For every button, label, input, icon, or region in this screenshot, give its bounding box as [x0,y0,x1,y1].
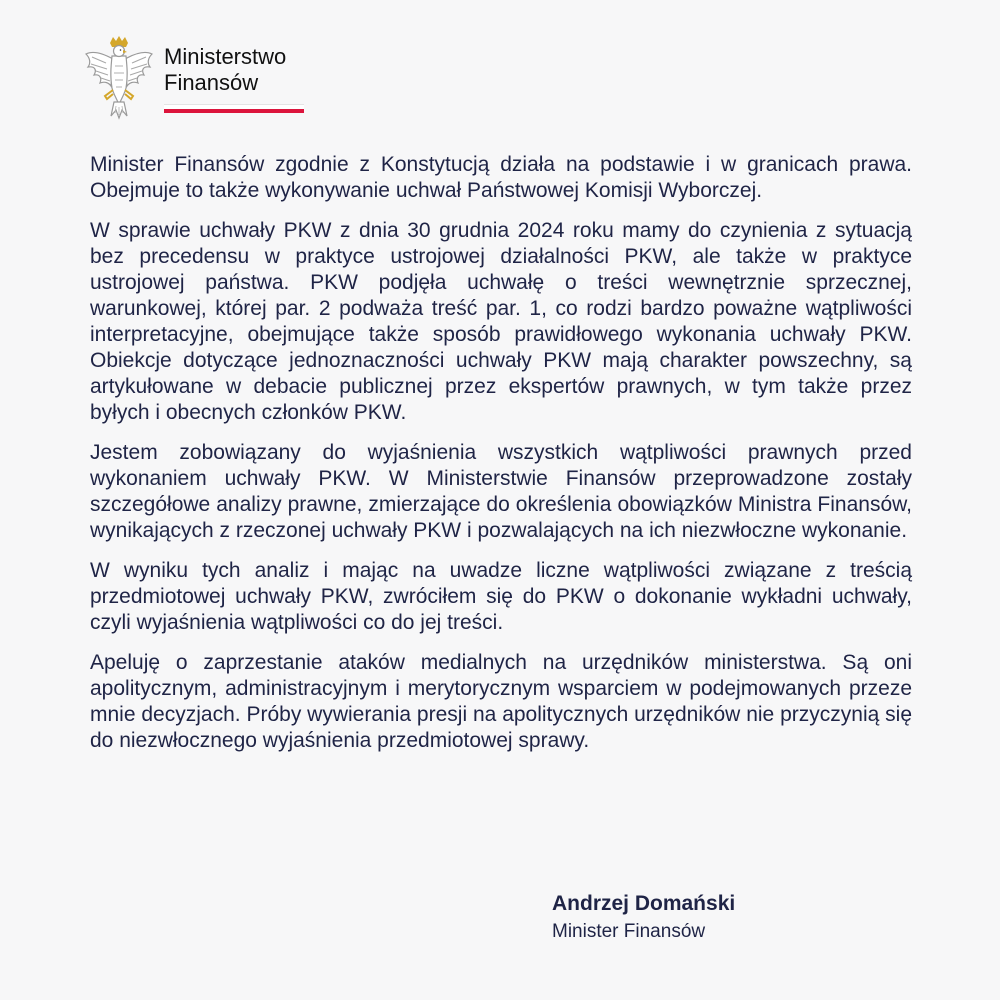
statement-body [90,152,912,768]
signature-block [552,890,735,946]
paragraph: W sprawie uchwały PKW z dnia 30 grudnia 2024 roku mamy do czynienia z sytuacją bez precedensu w praktyce ustrojowej działalności PKW, ale także w praktyce ustrojowej państwa. PKW podjęła uchwałę o treści wewnętrznie sprzecznej, warunkowej, której par. 2 podważa treść par. 1, co rodzi bardzo poważne wątpliwości interpretacyjne, obejmujące także sposób prawidłowego wykonania uchwały PKW. Obiekcje dotyczące jednoznaczności uchwały PKW mają charakter powszechny, są artykułowane w debacie publicznej przez ekspertów prawnych, w tym także przez byłych i obecnych członków PKW. [90,219,912,424]
ministry-name: Ministerstwo Finansów [164,44,287,95]
signatory-role: Minister Finansów [552,921,706,942]
polish-flag-bar [164,104,304,113]
signatory-name: Andrzej Domański [552,892,736,915]
paragraph: Apeluję o zaprzestanie ataków medialnych na urzędników ministerstwa. Są oni apolitycznym, administracyjnym i merytorycznym wsparciem w podejmowanych przeze mnie decyzjach. Próby wywierania presji na apolitycznych urzędników nie przyczynią się do niezwłocznego wyjaśnienia przedmiotowej sprawy. [90,651,912,752]
flag-red-stripe [164,109,304,113]
ministry-header [82,36,312,122]
paragraph: Jestem zobowiązany do wyjaśnienia wszystkich wątpliwości prawnych przed wykonaniem uchwały PKW. W Ministerstwie Finansów przeprowadzone zostały szczegółowe analizy prawne, zmierzające do określenia obowiązków Ministra Finansów, wynikających z rzeczonej uchwały PKW i pozwalających na ich niezwłoczne wykonanie. [90,441,912,542]
paragraph: W wyniku tych analiz i mając na uwadze liczne wątpliwości związane z treścią przedmiotowej uchwały PKW, zwróciłem się do PKW o dokonanie wykładni uchwały, czyli wyjaśnienia wątpliwości co do jej treści. [90,559,912,634]
paragraph: Minister Finansów zgodnie z Konstytucją działa na podstawie i w granicach prawa. Obejmuje to także wykonywanie uchwał Państwowej Komisji Wyborczej. [90,153,912,202]
white-eagle-emblem-icon [82,36,156,120]
